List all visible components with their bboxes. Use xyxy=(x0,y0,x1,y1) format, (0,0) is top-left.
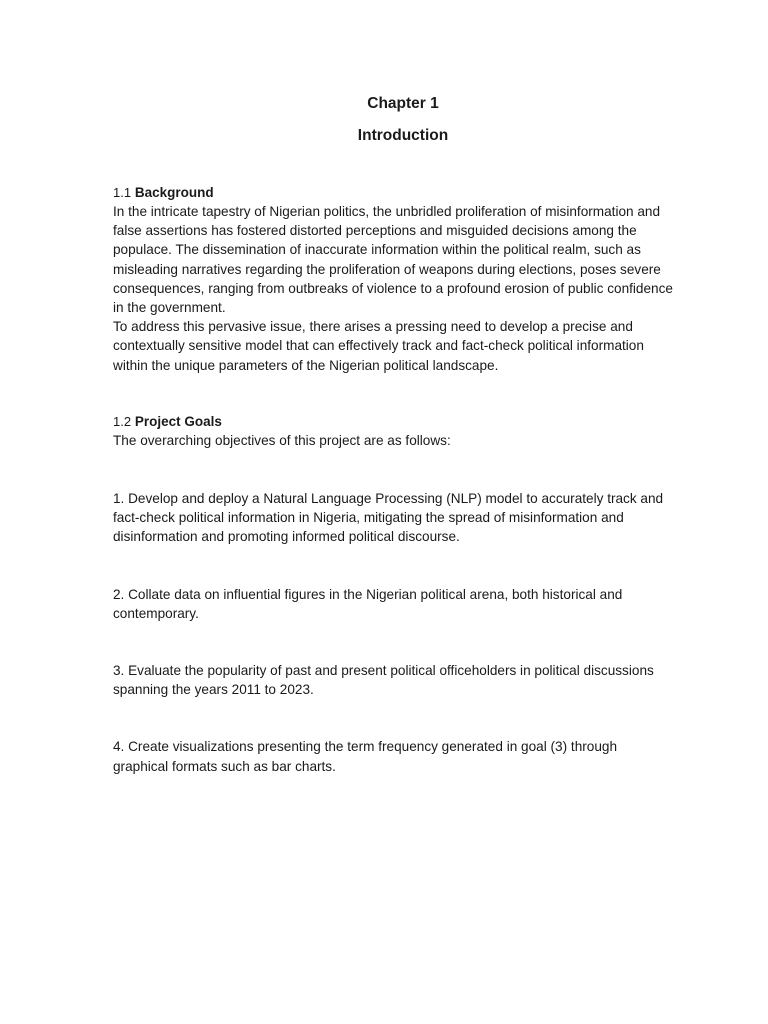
goal-item-4: 4. Create visualizations presenting the term frequency generated in goal (3) through graphical formats such as bar charts. xyxy=(113,739,618,774)
section-number: 1.2 xyxy=(113,413,132,429)
goal-item-3: 3. Evaluate the popularity of past and present political officeholders in political discussions spanning the years 2011 to 2023. xyxy=(113,663,654,698)
goals-intro-paragraph: The overarching objectives of this project are as follows: xyxy=(113,432,451,448)
chapter-number: Chapter 1 xyxy=(367,95,439,112)
background-paragraph-2: To address this pervasive issue, there arises a pressing need to develop a precise and contextually sensitive model that can effectively track and fact-check political information within the unique parameters of the Nigerian political landscape. xyxy=(113,319,644,373)
section-heading-background xyxy=(113,184,673,202)
section-number: 1.1 xyxy=(113,185,132,200)
goal-item-1: 1. Develop and deploy a Natural Language Processing (NLP) model to accurately track and fact-check political information in Nigeria, mitigating the spread of misinformation and disinformation and promoting informed political discourse. xyxy=(113,491,664,545)
document-body xyxy=(113,94,673,776)
section-title: Project Goals xyxy=(134,413,222,429)
section-heading-project-goals xyxy=(113,413,673,431)
chapter-title: Introduction xyxy=(357,127,449,144)
goal-item-2: 2. Collate data on influential figures in the Nigerian political arena, both historical and contemporary. xyxy=(113,586,623,621)
background-paragraph-1: In the intricate tapestry of Nigerian politics, the unbridled proliferation of misinformation and false assertions has fostered distorted perceptions and misguided decisions among the populace. The dissemination of inaccurate information within the political realm, such as misleading narratives regarding the proliferation of weapons during elections, poses severe consequences, ranging from outbreaks of violence to a profound erosion of public confidence in the government. xyxy=(113,204,673,316)
section-title: Background xyxy=(134,185,214,200)
